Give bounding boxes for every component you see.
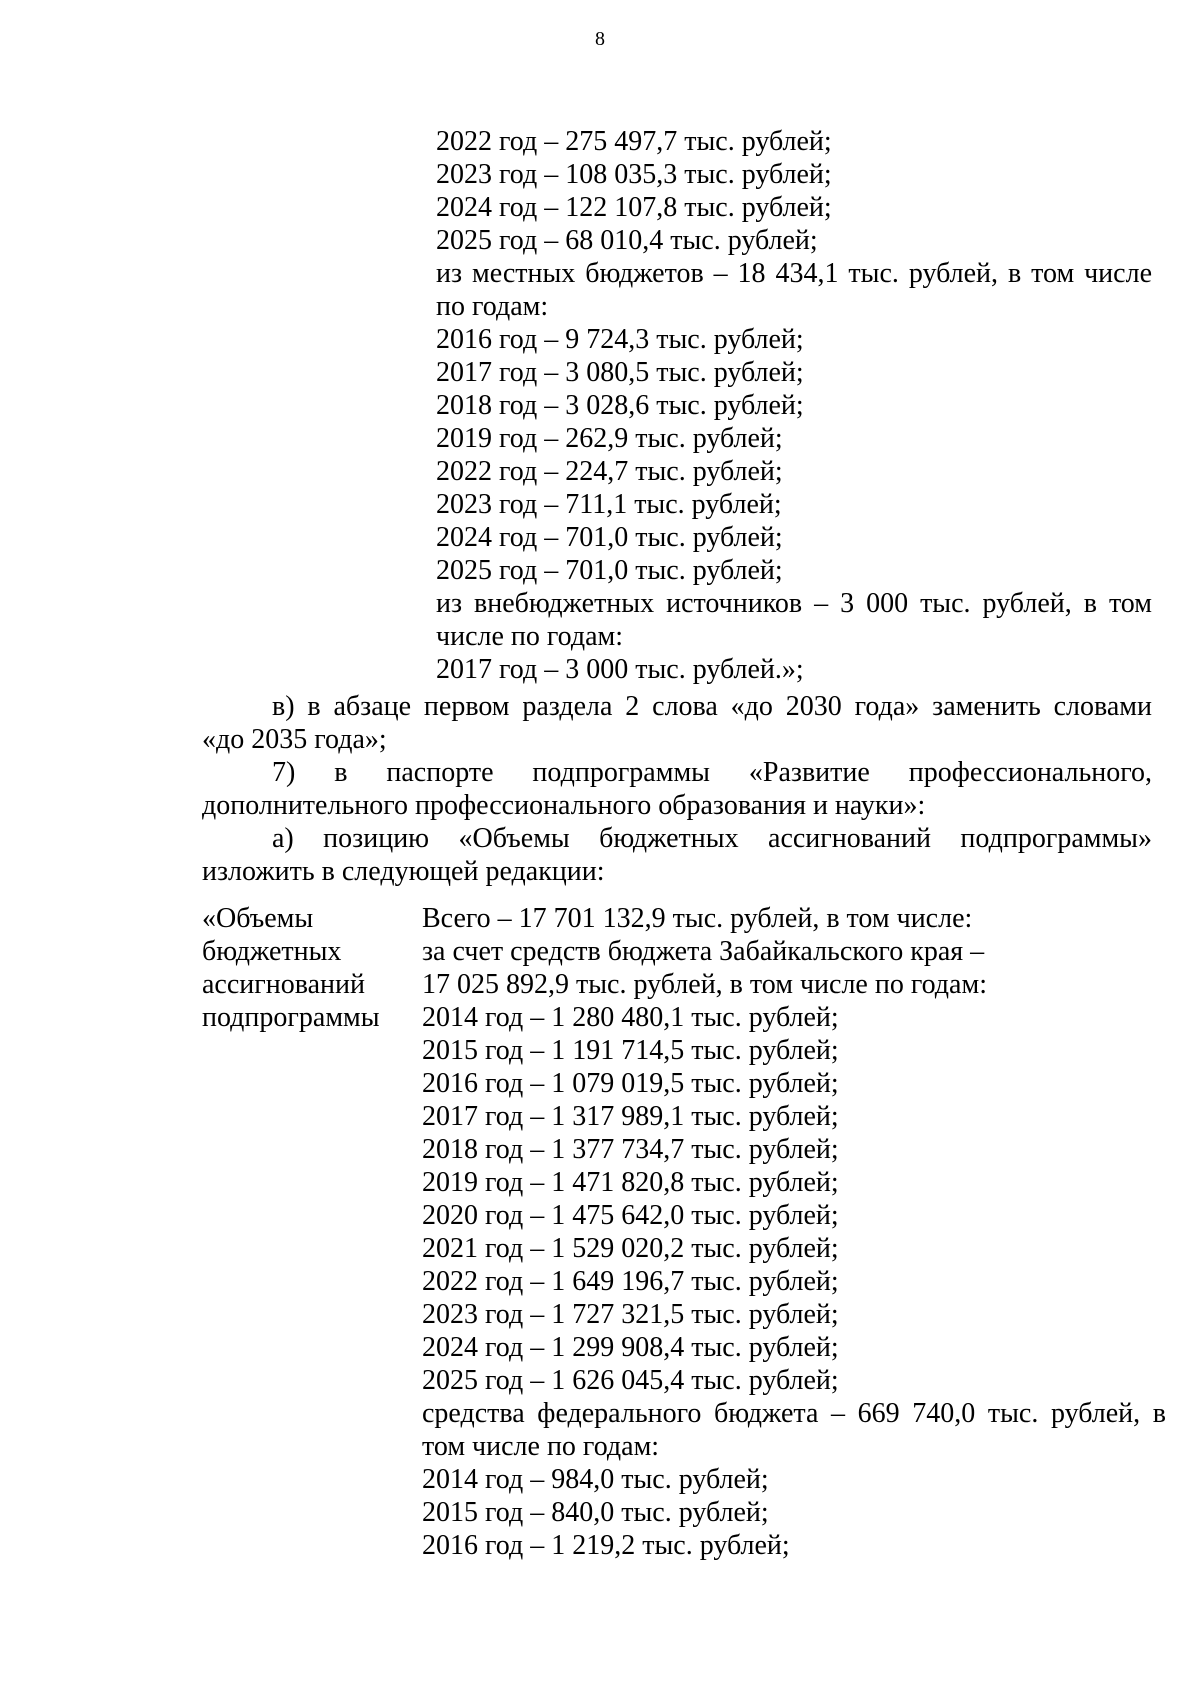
federal-budget-intro-cont: том числе по годам: xyxy=(422,1431,660,1462)
year-line: 2025 год – 68 010,4 тыс. рублей; xyxy=(436,225,818,256)
federal-year-line: 2016 год – 1 219,2 тыс. рублей; xyxy=(422,1530,790,1561)
table-label-line: бюджетных xyxy=(202,936,342,967)
extrabudgetary-intro-cont: числе по годам: xyxy=(436,621,624,652)
table-value-line: 2018 год – 1 377 734,7 тыс. рублей; xyxy=(422,1134,839,1165)
local-year-line: 2018 год – 3 028,6 тыс. рублей; xyxy=(436,390,804,421)
local-budgets-intro-cont: по годам: xyxy=(436,291,549,322)
local-year-line: 2019 год – 262,9 тыс. рублей; xyxy=(436,423,783,454)
table-value-line: 2025 год – 1 626 045,4 тыс. рублей; xyxy=(422,1365,839,1396)
paragraph-7-line: 7) в паспорте подпрограммы «Развитие профессионального, xyxy=(272,757,1152,788)
year-line: 2023 год – 108 035,3 тыс. рублей; xyxy=(436,159,832,190)
table-value-line: Всего – 17 701 132,9 тыс. рублей, в том числе: xyxy=(422,903,973,934)
table-value-column xyxy=(422,902,1166,1562)
local-year-line: 2024 год – 701,0 тыс. рублей; xyxy=(436,522,783,553)
federal-year-line: 2015 год – 840,0 тыс. рублей; xyxy=(422,1497,769,1528)
local-budgets-intro: из местных бюджетов – 18 434,1 тыс. рублей, в том числе xyxy=(436,258,1152,289)
amendment-paragraphs xyxy=(202,690,1152,888)
table-label-line: подпрограммы xyxy=(202,1002,380,1033)
table-value-line: 2019 год – 1 471 820,8 тыс. рублей; xyxy=(422,1167,839,1198)
paragraph-a-line: изложить в следующей редакции: xyxy=(202,856,605,887)
table-value-line: 2021 год – 1 529 020,2 тыс. рублей; xyxy=(422,1233,839,1264)
table-value-line: 2014 год – 1 280 480,1 тыс. рублей; xyxy=(422,1002,839,1033)
local-year-line: 2022 год – 224,7 тыс. рублей; xyxy=(436,456,783,487)
table-value-line: 2023 год – 1 727 321,5 тыс. рублей; xyxy=(422,1299,839,1330)
local-year-line: 2023 год – 711,1 тыс. рублей; xyxy=(436,489,782,520)
paragraph-v-line: «до 2035 года»; xyxy=(202,724,387,755)
table-label-line: ассигнований xyxy=(202,969,365,1000)
extrabudgetary-year-line: 2017 год – 3 000 тыс. рублей.»; xyxy=(436,654,804,685)
paragraph-v-line: в) в абзаце первом раздела 2 слова «до 2030 года» заменить словами xyxy=(272,691,1152,722)
page-number: 8 xyxy=(595,28,605,50)
federal-year-line: 2014 год – 984,0 тыс. рублей; xyxy=(422,1464,769,1495)
extrabudgetary-intro: из внебюджетных источников – 3 000 тыс. рублей, в том xyxy=(436,588,1152,619)
local-year-line: 2025 год – 701,0 тыс. рублей; xyxy=(436,555,783,586)
table-value-line: 2022 год – 1 649 196,7 тыс. рублей; xyxy=(422,1266,839,1297)
local-year-line: 2017 год – 3 080,5 тыс. рублей; xyxy=(436,357,804,388)
table-value-line: 2020 год – 1 475 642,0 тыс. рублей; xyxy=(422,1200,839,1231)
table-label-column xyxy=(202,902,417,1034)
federal-budget-intro: средства федерального бюджета – 669 740,0 тыс. рублей, в xyxy=(422,1398,1166,1429)
table-value-line: 17 025 892,9 тыс. рублей, в том числе по годам: xyxy=(422,969,987,1000)
table-value-line: 2024 год – 1 299 908,4 тыс. рублей; xyxy=(422,1332,839,1363)
year-line: 2024 год – 122 107,8 тыс. рублей; xyxy=(436,192,832,223)
table-value-line: 2017 год – 1 317 989,1 тыс. рублей; xyxy=(422,1101,839,1132)
funding-continuation-block xyxy=(436,125,1152,686)
table-value-line: за счет средств бюджета Забайкальского края – xyxy=(422,936,985,967)
year-line: 2022 год – 275 497,7 тыс. рублей; xyxy=(436,126,832,157)
paragraph-7-line: дополнительного профессионального образования и науки»: xyxy=(202,790,926,821)
table-label-line: «Объемы xyxy=(202,903,314,934)
local-year-line: 2016 год – 9 724,3 тыс. рублей; xyxy=(436,324,804,355)
table-value-line: 2016 год – 1 079 019,5 тыс. рублей; xyxy=(422,1068,839,1099)
table-value-line: 2015 год – 1 191 714,5 тыс. рублей; xyxy=(422,1035,839,1066)
paragraph-a-line: а) позицию «Объемы бюджетных ассигнований подпрограммы» xyxy=(272,823,1152,854)
